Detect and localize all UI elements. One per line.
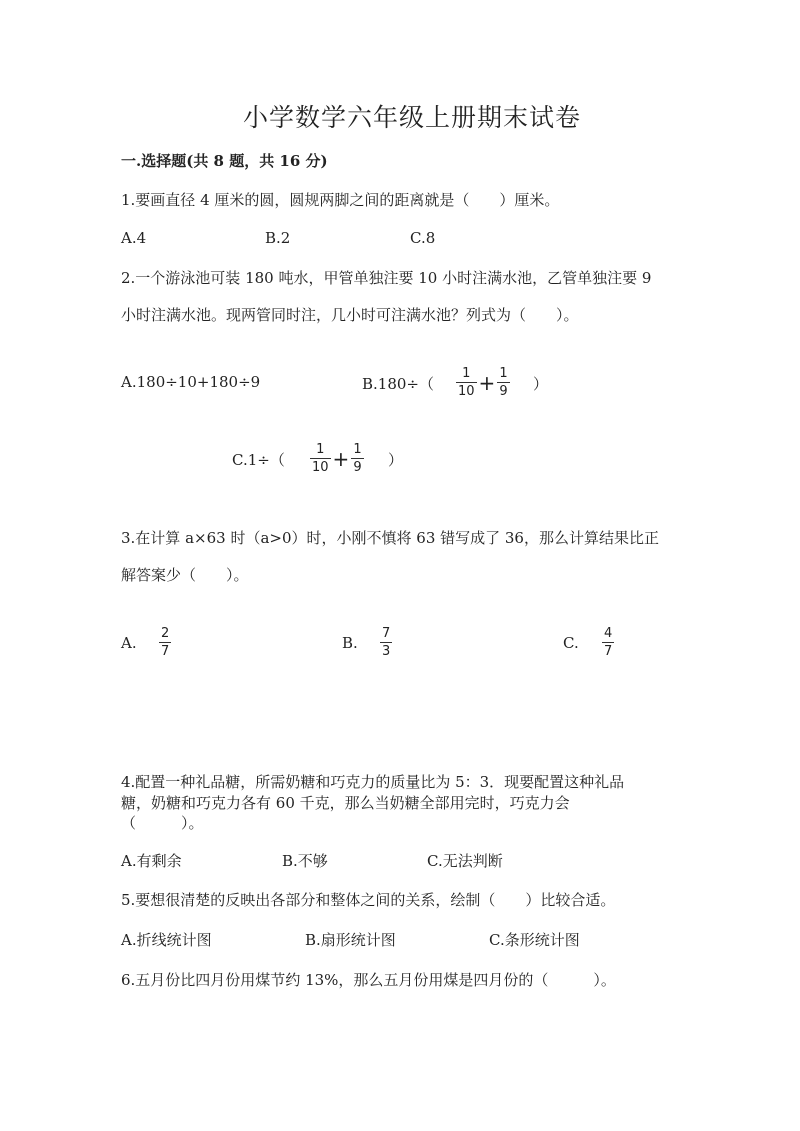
- question-3-option-a-fraction: $\frac{2}{7}$: [161, 626, 170, 659]
- question-5-option-c: C.条形统计图: [489, 931, 580, 949]
- plus-sign: +: [478, 370, 496, 395]
- question-3-text-line1: 3.在计算 a×63 时（a>0）时，小刚不慎将 63 错写成了 36，那么计算结果比正: [121, 529, 659, 547]
- question-3-option-b-label: B.: [342, 634, 358, 652]
- plus-sign: +: [332, 446, 350, 471]
- question-3-option-a-label: A.: [121, 634, 137, 652]
- question-5-text: 5.要想很清楚的反映出各部分和整体之间的关系，绘制（ ）比较合适。: [121, 891, 616, 909]
- question-1-option-b: B.2: [265, 229, 291, 247]
- page-title: 小学数学六年级上册期末试卷: [243, 103, 582, 132]
- question-5-option-a: A.折线统计图: [121, 931, 212, 949]
- question-2-option-c-prefix: C.1÷（: [232, 451, 285, 469]
- fraction-one-tenth: $\frac{1}{10}$: [312, 442, 329, 475]
- question-1-text: 1.要画直径 4 厘米的圆，圆规两脚之间的距离就是（ ）厘米。: [121, 191, 560, 209]
- question-2-text-line1: 2.一个游泳池可装 180 吨水，甲管单独注要 10 小时注满水池，乙管单独注要 9: [121, 269, 652, 287]
- question-2-option-b-prefix: B.180÷（: [362, 375, 434, 393]
- question-3-option-b-fraction: $\frac{7}{3}$: [382, 626, 391, 659]
- section-heading: 一.选择题(共 8 题，共 16 分): [121, 152, 328, 170]
- question-3-option-c-fraction: $\frac{4}{7}$: [604, 626, 613, 659]
- fraction-one-ninth: $\frac{1}{9}$: [499, 366, 508, 399]
- question-6-text: 6.五月份比四月份用煤节约 13%，那么五月份用煤是四月份的（ ）。: [121, 971, 616, 989]
- question-3-option-c-label: C.: [563, 634, 579, 652]
- question-1-option-a: A.4: [121, 229, 147, 247]
- question-2-option-a: A.180÷10+180÷9: [121, 373, 261, 391]
- question-2-option-c-suffix: ）: [388, 451, 404, 469]
- question-1-option-c: C.8: [410, 229, 436, 247]
- question-4-option-b: B.不够: [282, 852, 328, 870]
- question-5-option-b: B.扇形统计图: [305, 931, 396, 949]
- question-3-text-line2: 解答案少（ ）。: [121, 566, 249, 584]
- fraction-one-ninth: $\frac{1}{9}$: [353, 442, 362, 475]
- question-4-option-c: C.无法判断: [427, 852, 503, 870]
- question-4-text-line3: （ ）。: [121, 814, 204, 832]
- question-4-text-line2: 糖，奶糖和巧克力各有 60 千克，那么当奶糖全部用完时，巧克力会: [121, 794, 570, 812]
- question-2-option-b-expression: [456, 366, 510, 399]
- question-4-option-a: A.有剩余: [121, 852, 182, 870]
- question-4-text-line1: 4.配置一种礼品糖，所需奶糖和巧克力的质量比为 5：3．现要配置这种礼品: [121, 773, 625, 791]
- question-2-option-b-suffix: ）: [533, 375, 549, 393]
- question-2-option-c-expression: [310, 442, 364, 475]
- question-2-text-line2: 小时注满水池。现两管同时注，几小时可注满水池？列式为（ ）。: [121, 306, 579, 324]
- fraction-one-tenth: $\frac{1}{10}$: [458, 366, 475, 399]
